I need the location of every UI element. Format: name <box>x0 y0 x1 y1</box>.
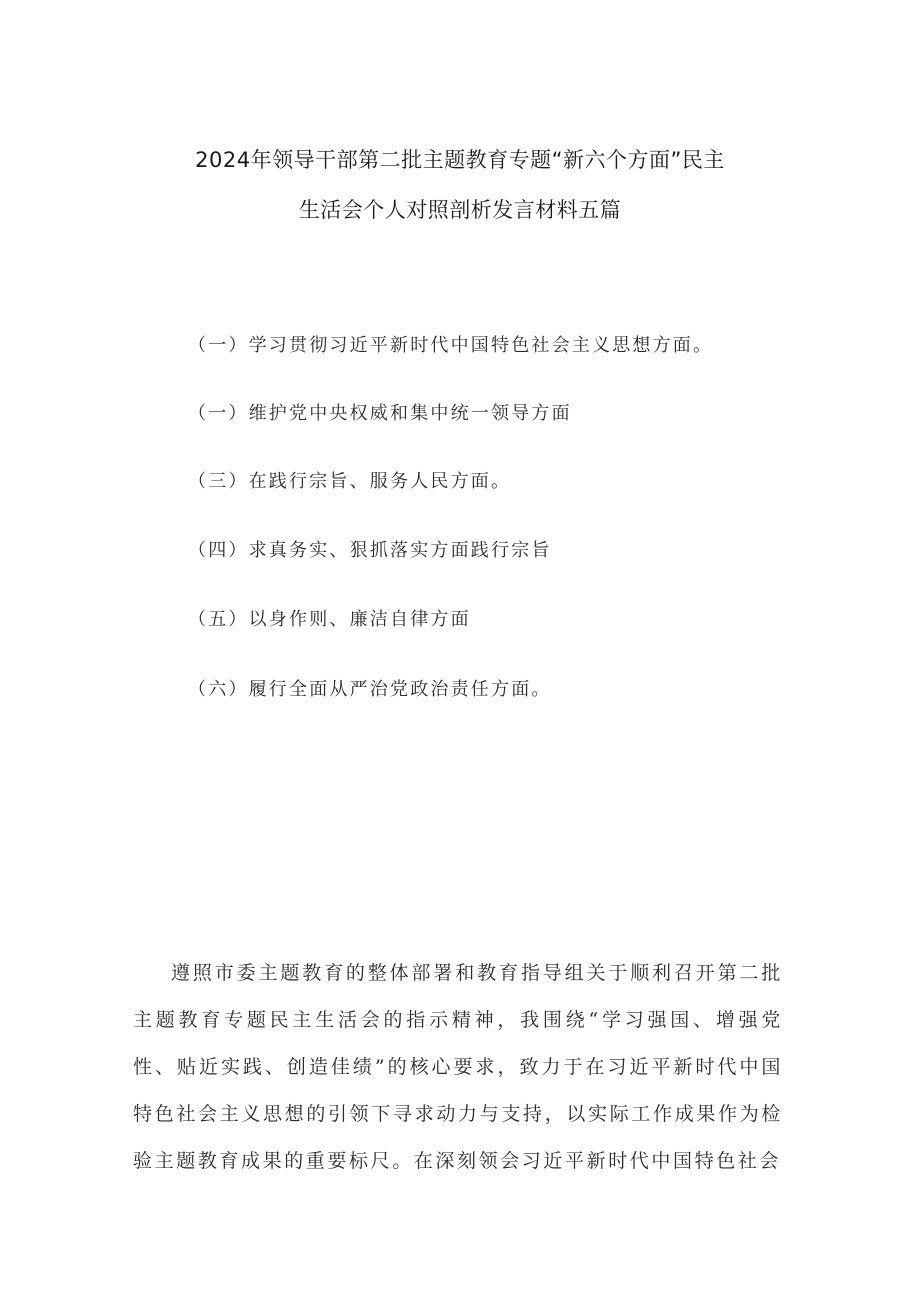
outline-item-6: （六）履行全面从严治党政治责任方面。 <box>188 679 552 700</box>
outline-item-1: （一）学习贯彻习近平新时代中国特色社会主义思想方面。 <box>188 335 714 356</box>
outline-item-2: （一）维护党中央权威和集中统一领导方面 <box>188 403 572 424</box>
outline-item-4: （四）求真务实、狠抓落实方面践行宗旨 <box>188 540 552 561</box>
outline-item-5: （五）以身作则、廉洁自律方面 <box>188 609 471 630</box>
body-paragraph: 遵照市委主题教育的整体部署和教育指导组关于顺利召开第二批主题教育专题民主生活会的指示精神，我围绕“学习强国、增强党性、贴近实践、创造佳绩”的核心要求，致力于在习近平新时代中国特色社会主义思想的引领下寻求动力与支持，以实际工作成果作为检验主题教育成果的重要标尺。在深刻领会习近平新时代中国特色社会 <box>133 962 783 1172</box>
document-title-line-1: 2024年领导干部第二批主题教育专题“新六个方面”民主 <box>195 148 725 172</box>
outline-item-3: （三）在践行宗旨、服务人民方面。 <box>188 471 512 492</box>
document-title-line-2: 生活会个人对照剖析发言材料五篇 <box>298 198 622 222</box>
